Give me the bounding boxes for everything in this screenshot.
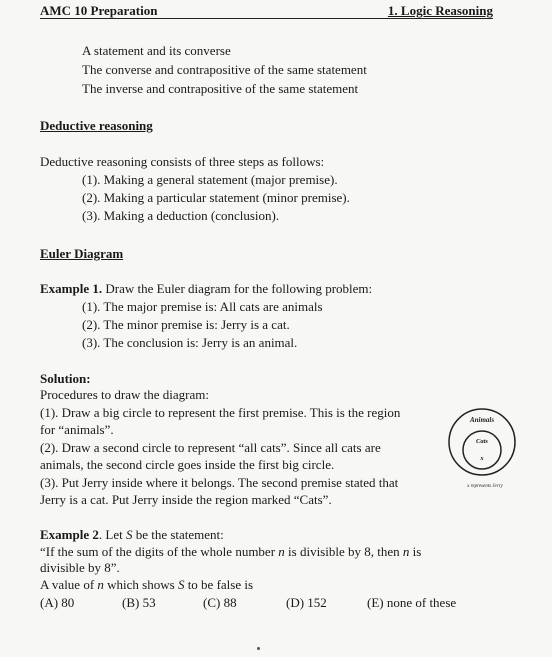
deductive-step-2: (2). Making a particular statement (minor premise).	[82, 190, 350, 205]
cats-circle	[463, 431, 501, 469]
header-chapter: 1. Logic Reasoning	[387, 3, 493, 18]
solution-line-4: (2). Draw a second circle to represent “all cats”. Since all cats are	[40, 440, 381, 455]
example-2-label: Example 2	[40, 527, 99, 542]
solution-line-3: for “animals”.	[40, 422, 114, 437]
option-e: (E) none of these	[367, 595, 457, 610]
deductive-step-1: (1). Making a general statement (major premise).	[82, 172, 338, 187]
euler-heading: Euler Diagram	[40, 246, 124, 261]
var-n: n	[402, 544, 410, 559]
premise-1: (1). The major premise is: All cats are animals	[82, 299, 323, 314]
option-b: (B) 53	[122, 595, 156, 610]
premise-2: (2). The minor premise is: Jerry is a cat.	[82, 317, 290, 332]
intro-line-1: A statement and its converse	[82, 43, 231, 58]
premise-3: (3). The conclusion is: Jerry is an animal.	[82, 335, 298, 350]
intro-line-3: The inverse and contrapositive of the same statement	[82, 81, 359, 96]
example-2-text: be the statement:	[132, 527, 224, 542]
cats-label: Cats	[476, 438, 488, 445]
deductive-heading: Deductive reasoning	[40, 118, 153, 133]
page-header	[40, 3, 493, 19]
solution-line-1: Procedures to draw the diagram:	[40, 387, 209, 402]
example-2-text: A value of	[40, 577, 98, 592]
option-a: (A) 80	[40, 595, 75, 610]
example-2-line-1	[40, 527, 224, 543]
diagram-caption: x represents Jerry	[467, 484, 503, 489]
var-s: S	[125, 527, 133, 542]
var-n: n	[97, 577, 104, 592]
solution-label: Solution:	[40, 371, 91, 386]
euler-diagram	[444, 404, 526, 490]
example-1-label: Example 1.	[40, 281, 103, 296]
var-n: n	[278, 544, 285, 559]
example-1-text: Draw the Euler diagram for the following problem:	[102, 281, 373, 296]
page-mark	[257, 647, 260, 650]
deductive-step-3: (3). Making a deduction (conclusion).	[82, 208, 280, 223]
solution-line-5: animals, the second circle goes inside the first big circle.	[40, 457, 335, 472]
intro-line-2: The converse and contrapositive of the same statement	[82, 62, 367, 77]
example-1-line	[40, 281, 372, 297]
example-2-text: . Let	[98, 527, 126, 542]
example-2-text: is divisible by 8, then	[284, 544, 403, 559]
solution-line-6: (3). Put Jerry inside where it belongs. The second premise stated that	[40, 475, 399, 490]
example-2-line-4	[40, 577, 253, 593]
example-2-text: which shows	[103, 577, 178, 592]
option-d: (D) 152	[286, 595, 327, 610]
example-2-line-3: divisible by 8”.	[40, 560, 120, 575]
deductive-intro: Deductive reasoning consists of three steps as follows:	[40, 154, 325, 169]
solution-line-2: (1). Draw a big circle to represent the first premise. This is the region	[40, 405, 401, 420]
solution-line-7: Jerry is a cat. Put Jerry inside the region marked “Cats”.	[40, 492, 332, 507]
example-2-text: “If the sum of the digits of the whole number	[40, 544, 279, 559]
header-title: AMC 10 Preparation	[40, 3, 158, 18]
option-c: (C) 88	[203, 595, 237, 610]
example-2-line-2	[40, 544, 421, 560]
example-2-text: is	[409, 544, 422, 559]
jerry-point: x	[480, 455, 484, 462]
var-s: S	[177, 577, 185, 592]
animals-label: Animals	[469, 416, 495, 424]
example-2-text: to be false is	[184, 577, 254, 592]
